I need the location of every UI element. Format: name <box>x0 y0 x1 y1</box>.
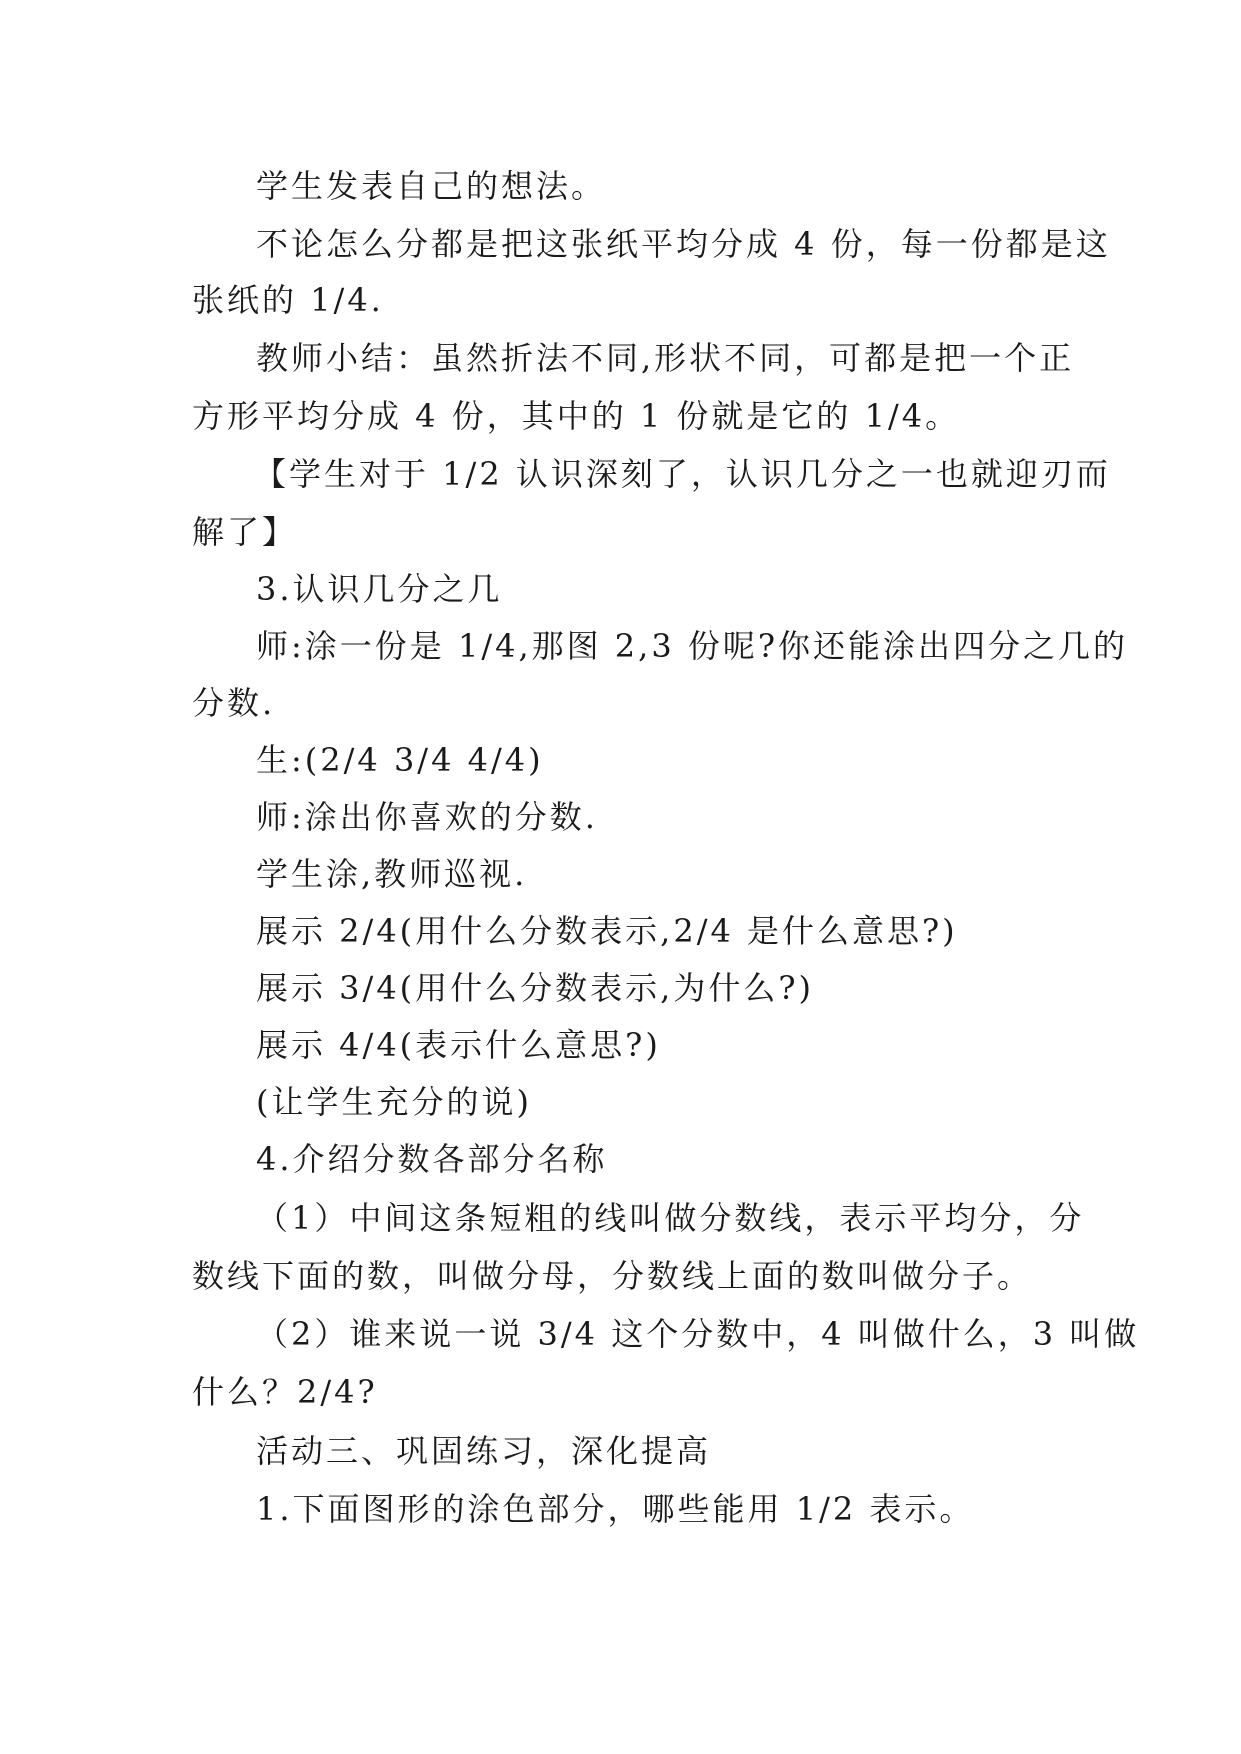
paragraph-line: 学生涂,教师巡视. <box>256 855 528 893</box>
paragraph-line: 【学生对于 1/2 认识深刻了，认识几分之一也就迎刃而 <box>254 455 1111 493</box>
paragraph-line: （1）中间这条短粗的线叫做分数线，表示平均分，分 <box>256 1199 1085 1237</box>
paragraph-line: 什么？2/4? <box>192 1373 378 1411</box>
paragraph-line: 生:(2/4 3/4 4/4) <box>256 741 544 779</box>
paragraph-line: 展示 3/4(用什么分数表示,为什么?) <box>256 969 814 1007</box>
paragraph-line: 展示 4/4(表示什么意思?) <box>256 1026 661 1064</box>
paragraph-line: 展示 2/4(用什么分数表示,2/4 是什么意思?) <box>256 912 958 950</box>
paragraph-line: 教师小结：虽然折法不同,形状不同，可都是把一个正 <box>256 339 1075 377</box>
paragraph-line: 解了】 <box>192 513 298 551</box>
paragraph-line: 不论怎么分都是把这张纸平均分成 4 份，每一份都是这 <box>256 225 1111 263</box>
paragraph-line: 分数. <box>192 684 276 722</box>
paragraph-line: （2）谁来说一说 3/4 这个分数中，4 叫做什么，3 叫做 <box>256 1315 1140 1353</box>
paragraph-line: 方形平均分成 4 份，其中的 1 份就是它的 1/4。 <box>192 397 961 435</box>
paragraph-line: 师:涂出你喜欢的分数. <box>256 798 598 836</box>
paragraph-line: 张纸的 1/4. <box>192 281 384 319</box>
paragraph-line: 师:涂一份是 1/4,那图 2,3 份呢?你还能涂出四分之几的 <box>256 627 1129 665</box>
paragraph-line: (让学生充分的说) <box>256 1083 532 1121</box>
paragraph-line: 1.下面图形的涂色部分，哪些能用 1/2 表示。 <box>256 1490 975 1528</box>
section-heading: 4.介绍分数各部分名称 <box>256 1140 608 1178</box>
section-heading: 3.认识几分之几 <box>256 570 503 608</box>
paragraph-line: 数线下面的数，叫做分母，分数线上面的数叫做分子。 <box>192 1257 1033 1295</box>
paragraph-line: 学生发表自己的想法。 <box>256 167 607 205</box>
section-heading: 活动三、巩固练习，深化提高 <box>256 1432 712 1470</box>
